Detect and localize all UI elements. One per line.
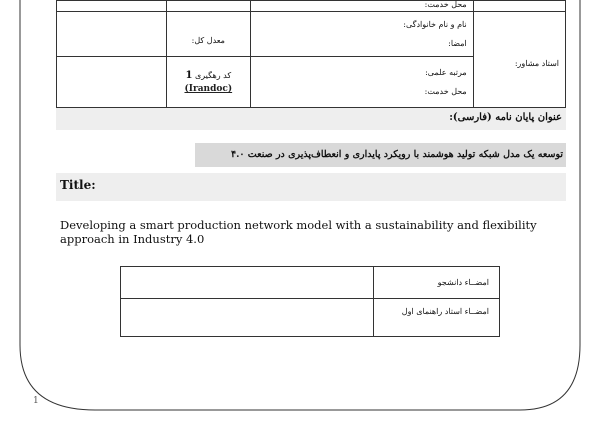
tracking-code-label: کد رهگیری [194,71,232,81]
fullname-label: نام و نام خانوادگی: [403,20,467,30]
service-place-label-2: محل خدمت: [424,87,467,97]
persian-title-label-band [56,108,566,130]
advisor-label: استاد مشاور: [514,59,559,69]
advisor-info-table [56,0,566,108]
service-place-label-1: محل خدمت: [424,0,467,10]
english-title-label: Title: [60,178,96,192]
english-title-band [56,173,566,201]
student-signature-label: امضــاء دانشجو [437,278,489,287]
tracking-code-value: 1 [185,70,193,82]
page-number: 1 [33,396,39,406]
advisor-signature-label: امضــاء استاد راهنمای اول [401,307,489,316]
gpa-label: معدل کل: [191,35,225,45]
signature-table [120,266,500,337]
persian-title-label: عنوان پایان نامه (فارسی): [449,112,562,123]
irandoc-label: (Irandoc) [184,84,233,95]
english-title-text: Developing a smart production network model with a sustainability and flexibility approach in Industry 4.0 [60,218,537,246]
persian-title-text: توسعه یک مدل شبکه تولید هوشمند با رویکرد پایداری و انعطاف‌پذیری در صنعت ۴.۰ [195,143,566,167]
academic-rank-label: مرتبه علمی: [425,68,467,78]
tracking-code [167,68,251,83]
signature-label: امضا: [448,39,467,49]
